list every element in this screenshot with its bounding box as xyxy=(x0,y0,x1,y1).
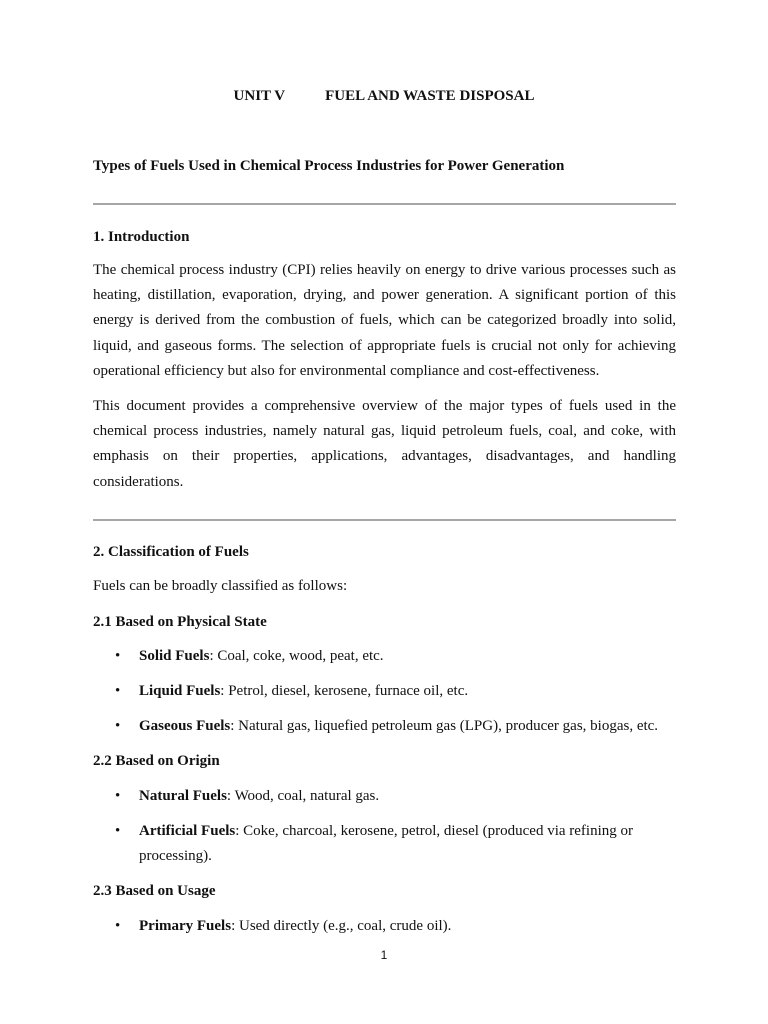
list-item-term: Natural Fuels xyxy=(139,788,227,804)
list-item-desc: : Wood, coal, natural gas. xyxy=(226,788,380,804)
horizontal-rule xyxy=(93,203,676,205)
bullet-icon: • xyxy=(115,823,121,839)
section-heading-classification: 2. Classification of Fuels xyxy=(93,544,249,560)
unit-title: FUEL AND WASTE DISPOSAL xyxy=(325,88,535,104)
list-item xyxy=(115,679,681,704)
section-heading-introduction: 1. Introduction xyxy=(93,229,190,245)
bullet-icon: • xyxy=(115,683,121,699)
bullet-icon: • xyxy=(115,918,121,934)
classification-lead: Fuels can be broadly classified as follows: xyxy=(93,578,348,594)
bullet-icon: • xyxy=(115,718,121,734)
bullet-icon: • xyxy=(115,648,121,664)
page-number: 1 xyxy=(380,948,388,962)
list-item-term: Primary Fuels xyxy=(139,918,232,934)
bullet-icon: • xyxy=(115,788,121,804)
list-item xyxy=(115,644,681,669)
list-item-term: Artificial Fuels xyxy=(139,823,236,839)
subheading-usage: 2.3 Based on Usage xyxy=(93,883,216,899)
intro-paragraph-2: This document provides a comprehensive overview of the major types of fuels used in the chemical process industries, namely natural gas, liquid petroleum fuels, coal, and coke, with emphasis on their properties, applications, advantages, disadvantages, and handling considerations. xyxy=(93,398,676,490)
list-item-term: Liquid Fuels xyxy=(139,683,221,699)
document-title: Types of Fuels Used in Chemical Process Industries for Power Generation xyxy=(93,158,565,174)
list-item-desc: : Used directly (e.g., coal, crude oil). xyxy=(231,918,452,934)
list-item-desc: : Natural gas, liquefied petroleum gas (LPG), producer gas, biogas, etc. xyxy=(230,718,659,734)
list-item-term: Solid Fuels xyxy=(139,648,210,664)
unit-label: UNIT V xyxy=(233,88,286,104)
list-item xyxy=(115,819,645,869)
list-item-desc: : Petrol, diesel, kerosene, furnace oil, etc. xyxy=(220,683,469,699)
list-item xyxy=(115,914,681,939)
list-item-term: Gaseous Fuels xyxy=(139,718,231,734)
subheading-physical-state: 2.1 Based on Physical State xyxy=(93,614,267,630)
list-item xyxy=(115,714,681,739)
list-item xyxy=(115,784,681,809)
list-item-desc: : Coal, coke, wood, peat, etc. xyxy=(209,648,384,664)
subheading-origin: 2.2 Based on Origin xyxy=(93,753,220,769)
horizontal-rule xyxy=(93,519,676,521)
intro-paragraph-1: The chemical process industry (CPI) relies heavily on energy to drive various processes such as heating, distillation, evaporation, drying, and power generation. A significant portion of this energy is derived from the combustion of fuels, which can be categorized broadly into solid, liquid, and gaseous forms. The selection of appropriate fuels is crucial not only for achieving operational efficiency but also for environmental compliance and cost-effectiveness. xyxy=(93,262,676,379)
list-item-desc: : Coke, charcoal, kerosene, petrol, diesel (produced via refining or processing). xyxy=(139,823,633,864)
unit-heading xyxy=(0,87,768,105)
